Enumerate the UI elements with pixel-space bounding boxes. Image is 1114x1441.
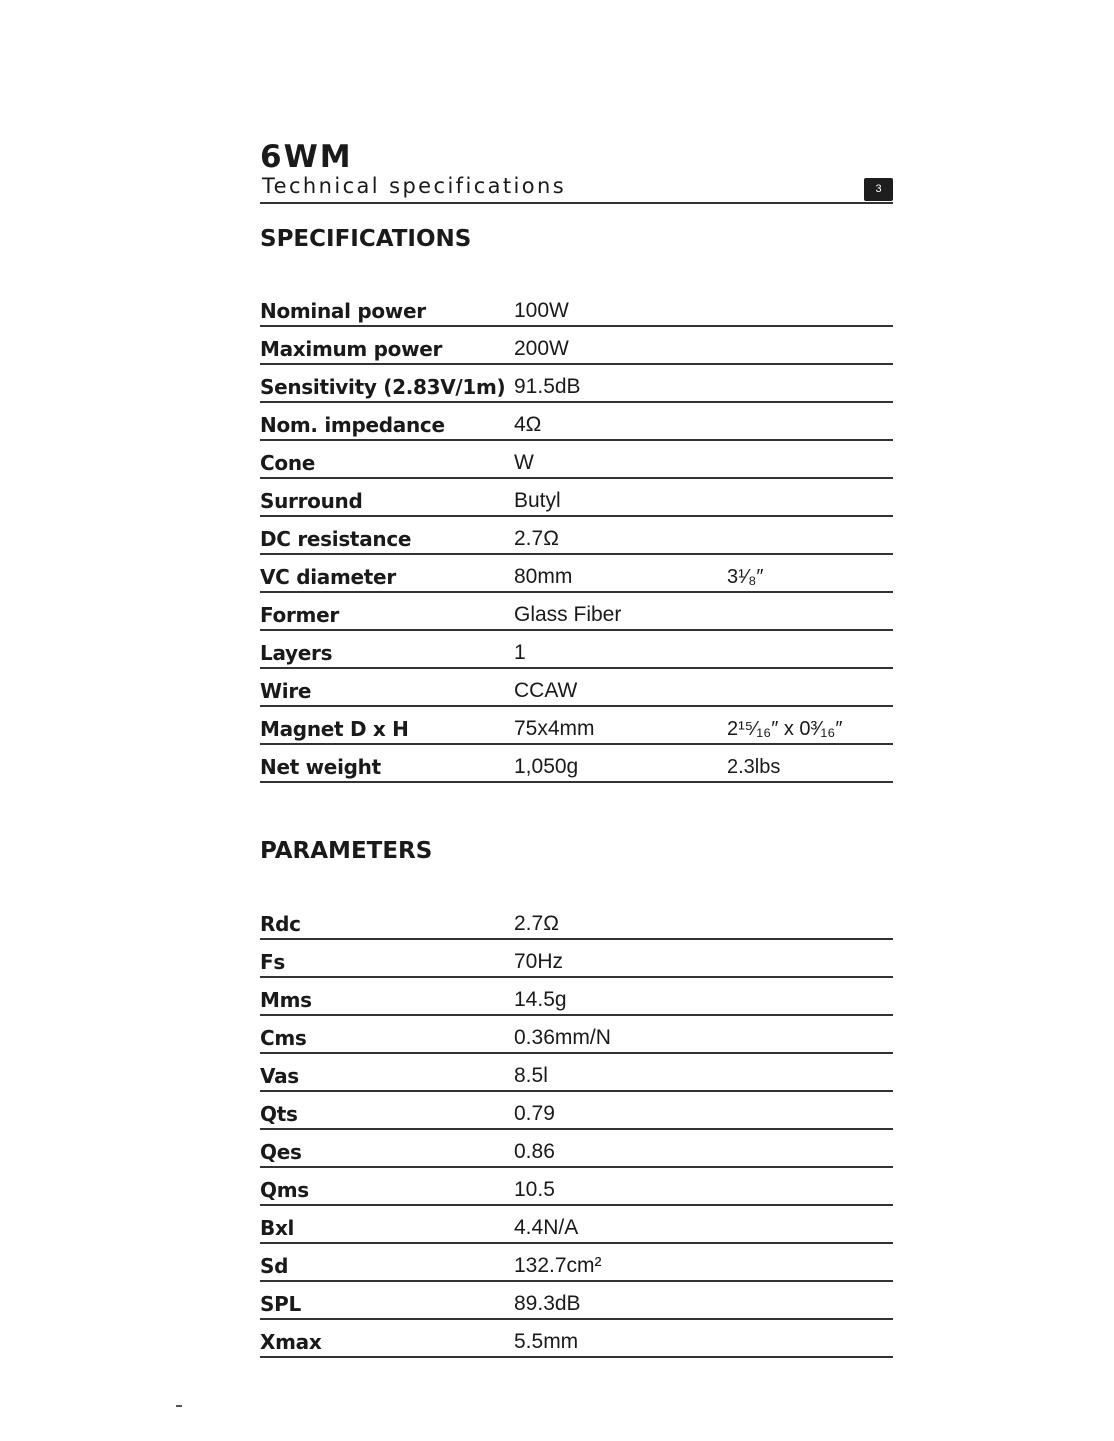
- specifications-value: 75x4mm: [514, 706, 727, 744]
- specifications-label: DC resistance: [260, 516, 514, 554]
- parameters-spacer: [727, 1053, 893, 1091]
- parameters-value: 89.3dB: [514, 1281, 727, 1319]
- spec-sheet: [260, 140, 893, 1358]
- parameters-spacer: [727, 939, 893, 977]
- specifications-imperial: [727, 592, 893, 630]
- specifications-row: [260, 516, 893, 554]
- specifications-label: Maximum power: [260, 326, 514, 364]
- specifications-value: 91.5dB: [514, 364, 727, 402]
- specifications-row: [260, 630, 893, 668]
- parameters-value: 0.79: [514, 1091, 727, 1129]
- parameters-spacer: [727, 977, 893, 1015]
- specifications-row: [260, 364, 893, 402]
- specifications-label: VC diameter: [260, 554, 514, 592]
- parameters-row: [260, 1053, 893, 1091]
- specifications-value: 4Ω: [514, 402, 727, 440]
- parameters-spacer: [727, 902, 893, 939]
- parameters-label: Rdc: [260, 902, 514, 939]
- parameters-row: [260, 1281, 893, 1319]
- specifications-imperial: 3¹⁄₈″: [727, 554, 893, 592]
- specifications-row: [260, 592, 893, 630]
- page-number-badge: 3: [864, 178, 893, 201]
- specifications-value: 2.7Ω: [514, 516, 727, 554]
- specifications-value: 80mm: [514, 554, 727, 592]
- specifications-label: Sensitivity (2.83V/1m): [260, 364, 514, 402]
- parameters-label: Xmax: [260, 1319, 514, 1357]
- header-bar: [260, 174, 893, 204]
- specifications-value: 200W: [514, 326, 727, 364]
- specifications-value: Glass Fiber: [514, 592, 727, 630]
- parameters-value: 4.4N/A: [514, 1205, 727, 1243]
- specifications-imperial: [727, 668, 893, 706]
- parameters-value: 14.5g: [514, 977, 727, 1015]
- parameters-heading: PARAMETERS: [260, 838, 433, 864]
- specifications-row: [260, 289, 893, 326]
- parameters-value: 2.7Ω: [514, 902, 727, 939]
- parameters-value: 0.86: [514, 1129, 727, 1167]
- specifications-value: W: [514, 440, 727, 478]
- specifications-table: [260, 289, 893, 783]
- parameters-row: [260, 1091, 893, 1129]
- specifications-imperial: [727, 364, 893, 402]
- model-name: 6WM: [260, 139, 353, 175]
- parameters-row: [260, 1015, 893, 1053]
- parameters-spacer: [727, 1281, 893, 1319]
- parameters-label: Fs: [260, 939, 514, 977]
- parameters-row: [260, 902, 893, 939]
- parameters-spacer: [727, 1319, 893, 1357]
- parameters-row: [260, 1243, 893, 1281]
- parameters-value: 70Hz: [514, 939, 727, 977]
- specifications-label: Surround: [260, 478, 514, 516]
- parameters-label: Qms: [260, 1167, 514, 1205]
- specifications-label: Cone: [260, 440, 514, 478]
- parameters-label: Mms: [260, 977, 514, 1015]
- specifications-imperial: [727, 289, 893, 326]
- parameters-label: Qes: [260, 1129, 514, 1167]
- parameters-spacer: [727, 1015, 893, 1053]
- specifications-imperial: [727, 326, 893, 364]
- parameters-label: Cms: [260, 1015, 514, 1053]
- specifications-imperial: [727, 630, 893, 668]
- specifications-row: [260, 706, 893, 744]
- parameters-row: [260, 1319, 893, 1357]
- specifications-imperial: [727, 402, 893, 440]
- parameters-value: 132.7cm²: [514, 1243, 727, 1281]
- parameters-value: 10.5: [514, 1167, 727, 1205]
- specifications-value: 1: [514, 630, 727, 668]
- specifications-value: 1,050g: [514, 744, 727, 782]
- specifications-imperial: 2.3lbs: [727, 744, 893, 782]
- specifications-value: 100W: [514, 289, 727, 326]
- specifications-value: CCAW: [514, 668, 727, 706]
- specifications-row: [260, 326, 893, 364]
- specifications-label: Layers: [260, 630, 514, 668]
- specifications-label: Former: [260, 592, 514, 630]
- specifications-imperial: [727, 478, 893, 516]
- parameters-spacer: [727, 1205, 893, 1243]
- scan-mark: [176, 1405, 182, 1407]
- specifications-label: Magnet D x H: [260, 706, 514, 744]
- parameters-spacer: [727, 1167, 893, 1205]
- parameters-label: Vas: [260, 1053, 514, 1091]
- specifications-row: [260, 668, 893, 706]
- parameters-table: [260, 902, 893, 1358]
- parameters-label: Qts: [260, 1091, 514, 1129]
- parameters-row: [260, 1167, 893, 1205]
- specifications-label: Nominal power: [260, 289, 514, 326]
- parameters-label: Sd: [260, 1243, 514, 1281]
- specifications-value: Butyl: [514, 478, 727, 516]
- specifications-label: Wire: [260, 668, 514, 706]
- parameters-row: [260, 1205, 893, 1243]
- parameters-row: [260, 977, 893, 1015]
- specifications-heading: SPECIFICATIONS: [260, 226, 472, 252]
- specifications-row: [260, 478, 893, 516]
- parameters-spacer: [727, 1129, 893, 1167]
- specifications-row: [260, 440, 893, 478]
- parameters-row: [260, 1129, 893, 1167]
- parameters-spacer: [727, 1243, 893, 1281]
- parameters-value: 8.5l: [514, 1053, 727, 1091]
- parameters-row: [260, 939, 893, 977]
- specifications-row: [260, 744, 893, 782]
- parameters-value: 5.5mm: [514, 1319, 727, 1357]
- specifications-imperial: 2¹⁵⁄₁₆″ x 0³⁄₁₆″: [727, 706, 893, 744]
- specifications-label: Net weight: [260, 744, 514, 782]
- parameters-label: SPL: [260, 1281, 514, 1319]
- specifications-label: Nom. impedance: [260, 402, 514, 440]
- specifications-row: [260, 554, 893, 592]
- parameters-spacer: [727, 1091, 893, 1129]
- parameters-value: 0.36mm/N: [514, 1015, 727, 1053]
- specifications-imperial: [727, 440, 893, 478]
- specifications-imperial: [727, 516, 893, 554]
- page-subtitle: Technical specifications: [262, 174, 567, 198]
- specifications-row: [260, 402, 893, 440]
- parameters-label: Bxl: [260, 1205, 514, 1243]
